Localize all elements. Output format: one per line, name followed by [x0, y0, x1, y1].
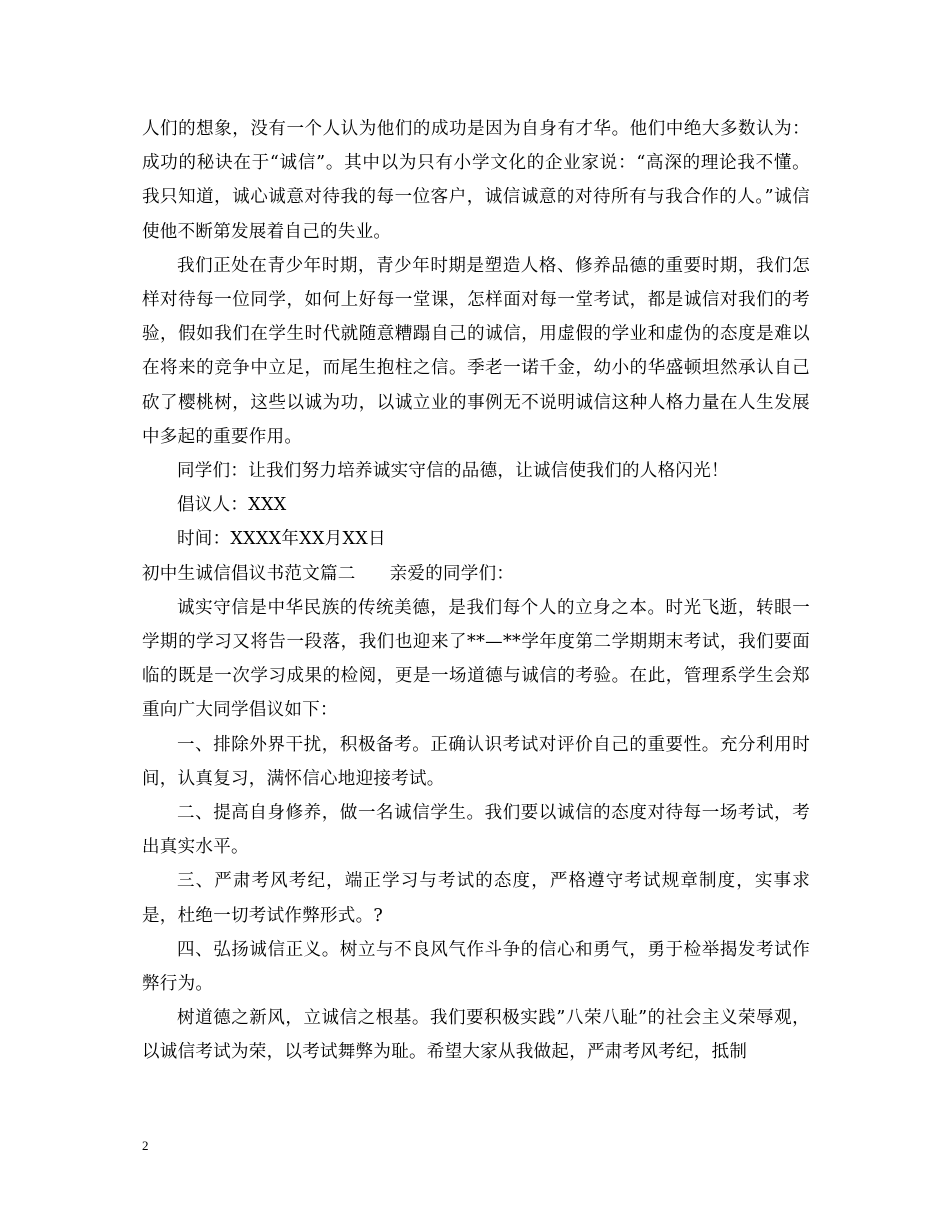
paragraph-closing: 树道德之新风，立诚信之根基。我们要积极实践”八荣八耻”的社会主义荣辱观，以诚信考试为荣，以考试舞弊为耻。希望大家从我做起，严肃考风考纪，抵制 — [142, 1008, 810, 1063]
document-body — [142, 112, 810, 1070]
salutation: 亲爱的同学们： — [389, 563, 515, 584]
paragraph-point-four: 四、弘扬诚信正义。树立与不良风气作斗争的信心和勇气，勇于检举揭发考试作弊行为。 — [142, 939, 810, 995]
section-heading — [142, 557, 810, 591]
paragraph-youth-period: 我们正处在青少年时期，青少年时期是塑造人格、修养品德的重要时期，我们怎样对待每一位同学，如何上好每一堂课，怎样面对每一堂考试，都是诚信对我们的考验，假如我们在学生时代就随意糟蹋自己的诚信，用虚假的学业和虚伪的态度是难以在将来的竞争中立足，而尾生抱柱之信。季老一诺千金，幼小的华盛顿坦然承认自己砍了樱桃树，这些以诚为功，以诚立业的事例无不说明诚信这种人格力量在人生发展中多起的重要作用。 — [142, 255, 810, 447]
paragraph-point-two: 二、提高自身修养，做一名诚信学生。我们要以诚信的态度对待每一场考试，考出真实水平。 — [142, 803, 810, 858]
paragraph-point-three: 三、严肃考风考纪，端正学习与考试的态度，严格遵守考试规章制度，实事求是，杜绝一切考试作弊形式。? — [142, 871, 810, 926]
paragraph-continued: 人们的想象，没有一个人认为他们的成功是因为自身有才华。他们中绝大多数认为：成功的秘诀在于“诚信”。其中以为只有小学文化的企业家说：“高深的理论我不懂。我只知道，诚心诚意对待我的每一位客户，诚信诚意的对待所有与我合作的人。”诚信使他不断第发展着自己的失业。 — [142, 119, 810, 242]
paragraph-initiator: 倡议人：XXX — [177, 495, 287, 516]
paragraph-date: 时间：XXXX年XX月XX日 — [177, 529, 386, 550]
paragraph-honesty-intro: 诚实守信是中华民族的传统美德，是我们每个人的立身之本。时光飞逝，转眼一学期的学习又将告一段落，我们也迎来了**—**学年度第二学期期末考试，我们要面临的既是一次学习成果的检阅，更是一场道德与诚信的考验。在此，管理系学生会郑重向广大同学倡议如下： — [142, 597, 810, 721]
section-title: 初中生诚信倡议书范文篇二 — [142, 563, 356, 584]
paragraph-appeal: 同学们：让我们努力培养诚实守信的品德，让诚信使我们的人格闪光！ — [177, 461, 729, 482]
paragraph-point-one: 一、排除外界干扰，积极备考。正确认识考试对评价自己的重要性。充分利用时间，认真复习，满怀信心地迎接考试。 — [142, 734, 810, 789]
page-number: 2 — [142, 1138, 149, 1153]
